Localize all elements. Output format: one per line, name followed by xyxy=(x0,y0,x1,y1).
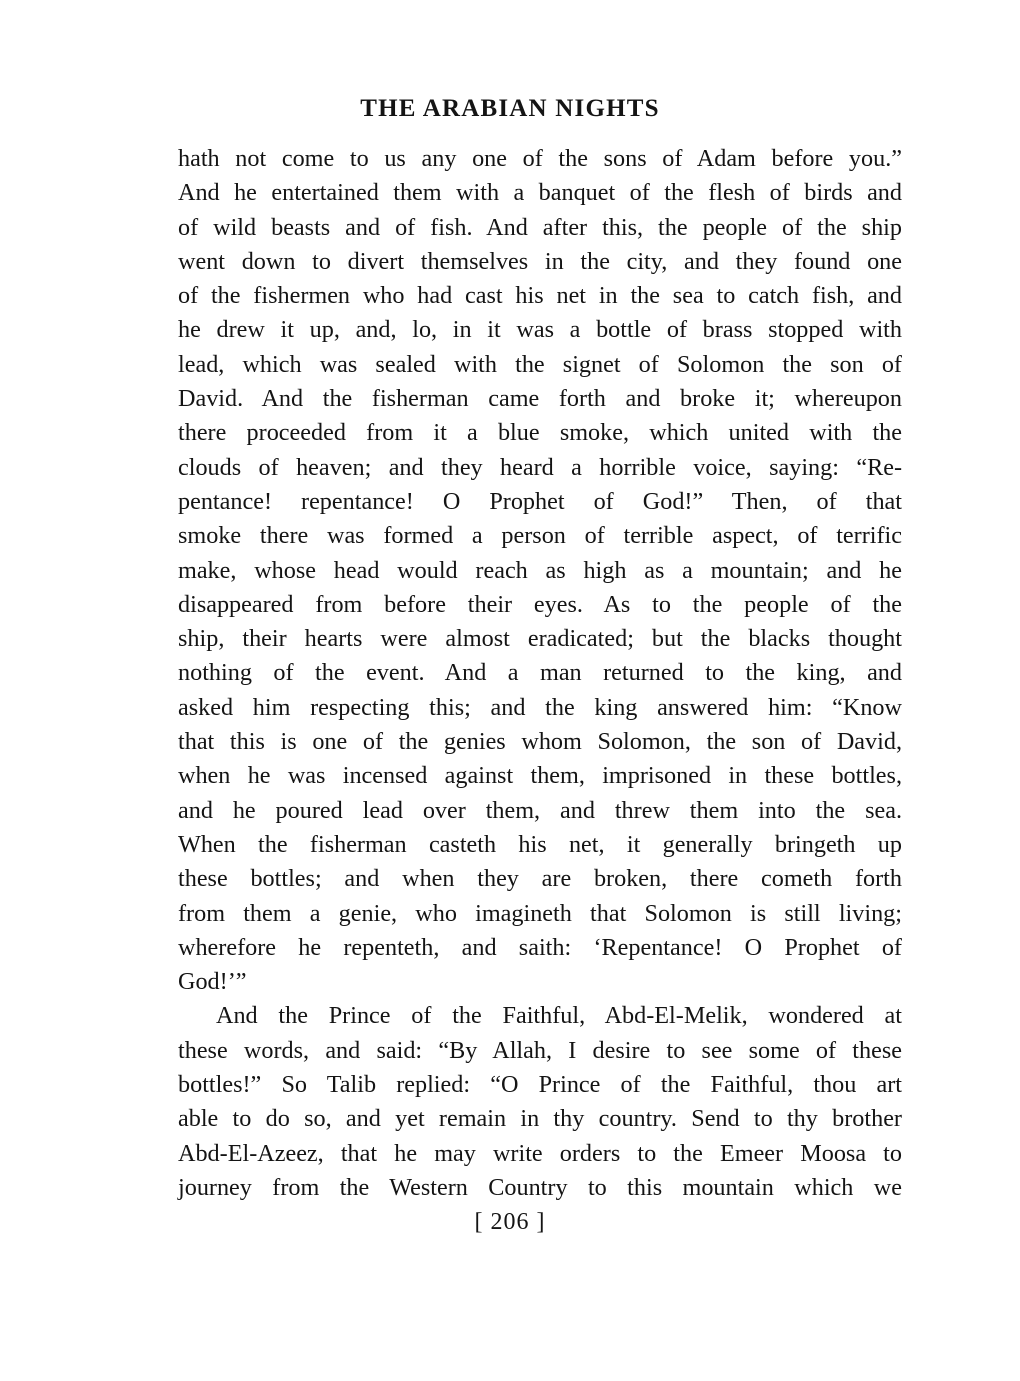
text-line: disappeared from before their eyes. As to the people of the xyxy=(178,590,902,618)
text-line: went down to divert themselves in the city, and they found one xyxy=(178,247,902,275)
text-line: Abd-El-Azeez, that he may write orders to the Emeer Moosa to xyxy=(178,1139,902,1167)
page-number: [ 206 ] xyxy=(474,1209,546,1235)
text-line: hath not come to us any one of the sons of Adam before you.” xyxy=(178,145,902,172)
text-line: make, whose head would reach as high as a mountain; and he xyxy=(178,556,902,584)
text-line: able to do so, and yet remain in thy country. Send to thy brother xyxy=(178,1105,902,1133)
text-line: God!’” xyxy=(178,968,247,996)
text-line: ship, their hearts were almost eradicated; but the blacks thought xyxy=(178,625,902,653)
text-line: clouds of heaven; and they heard a horrible voice, saying: “Re- xyxy=(178,453,902,481)
text-line: pentance! repentance! O Prophet of God!” Then, of that xyxy=(178,487,902,515)
text-line: When the fisherman casteth his net, it generally bringeth up xyxy=(178,830,902,858)
text-line: that this is one of the genies whom Solomon, the son of David, xyxy=(178,728,902,756)
text-line: And the Prince of the Faithful, Abd-El-Melik, wondered at xyxy=(216,1002,902,1030)
text-line: there proceeded from it a blue smoke, which united with the xyxy=(178,419,902,447)
paragraph-2 xyxy=(178,999,902,1205)
paragraph-1 xyxy=(178,142,902,999)
text-line: asked him respecting this; and the king answered him: “Know xyxy=(178,693,902,721)
text-line: smoke there was formed a person of terrible aspect, of terrific xyxy=(178,522,902,550)
text-line: journey from the Western Country to this mountain which we xyxy=(178,1173,902,1201)
text-line: he drew it up, and, lo, in it was a bottle of brass stopped with xyxy=(178,316,902,344)
text-line: David. And the fisherman came forth and broke it; whereupon xyxy=(178,385,902,413)
body-text xyxy=(178,142,902,1205)
text-line: these bottles; and when they are broken, there cometh forth xyxy=(178,865,902,893)
text-line: bottles!” So Talib replied: “O Prince of the Faithful, thou art xyxy=(178,1071,902,1099)
text-line: these words, and said: “By Allah, I desire to see some of these xyxy=(178,1036,902,1064)
text-line: and he poured lead over them, and threw them into the sea. xyxy=(178,796,902,824)
text-line: from them a genie, who imagineth that Solomon is still living; xyxy=(178,899,902,927)
text-line: wherefore he repenteth, and saith: ‘Repentance! O Prophet of xyxy=(178,933,902,961)
text-line: And he entertained them with a banquet of the flesh of birds and xyxy=(178,179,902,207)
text-line: nothing of the event. And a man returned to the king, and xyxy=(178,659,902,687)
text-line: lead, which was sealed with the signet of Solomon the son of xyxy=(178,350,902,378)
text-line: of wild beasts and of fish. And after this, the people of the ship xyxy=(178,213,902,241)
text-line: when he was incensed against them, imprisoned in these bottles, xyxy=(178,762,902,790)
running-head: THE ARABIAN NIGHTS xyxy=(360,95,660,122)
text-line: of the fishermen who had cast his net in the sea to catch fish, and xyxy=(178,282,902,310)
